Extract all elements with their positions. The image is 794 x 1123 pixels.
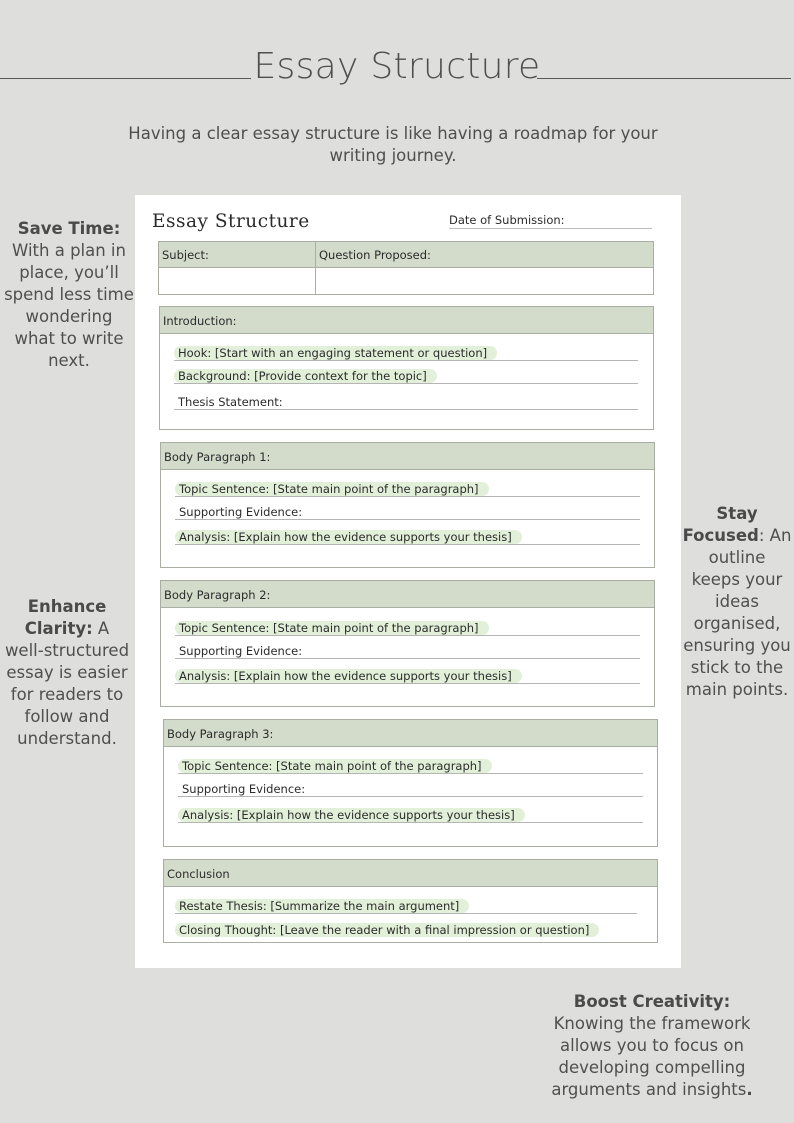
conclusion-heading: Conclusion: [164, 860, 657, 887]
body1-analysis-label: Analysis: [Explain how the evidence supports your thesis]: [175, 530, 522, 544]
body-paragraph-3-heading: Body Paragraph 3:: [164, 720, 657, 747]
body2-topic-label: Topic Sentence: [State main point of the paragraph]: [175, 621, 489, 635]
body-paragraph-3-section: [163, 719, 658, 847]
introduction-heading: Introduction:: [160, 307, 653, 334]
restate-thesis-line[interactable]: [175, 899, 637, 914]
note-boost-creativity-end: .: [746, 1080, 753, 1099]
background-label: Background: [Provide context for the topic]: [174, 369, 437, 383]
worksheet-title: Essay Structure: [152, 211, 310, 232]
body2-evidence-label: Supporting Evidence:: [179, 644, 303, 658]
body1-topic-line[interactable]: [175, 482, 640, 497]
body-paragraph-2-heading: Body Paragraph 2:: [161, 581, 654, 608]
subject-label: Subject:: [159, 242, 316, 268]
introduction-section: [159, 306, 654, 430]
restate-thesis-label: Restate Thesis: [Summarize the main argument]: [175, 899, 469, 913]
thesis-label: Thesis Statement:: [178, 395, 283, 409]
body3-analysis-line[interactable]: [178, 808, 643, 823]
conclusion-section: [163, 859, 658, 943]
subject-question-table: [158, 241, 654, 295]
note-stay-focused: [682, 503, 792, 701]
intro-text: Having a clear essay structure is like having a roadmap for your writing journey.: [128, 124, 658, 165]
note-enhance-clarity-text: A well-structured essay is easier for readers to follow and understand.: [4, 619, 130, 748]
note-save-time-text: With a plan in place, you’ll spend less time wondering what to write next.: [4, 241, 134, 370]
hook-label: Hook: [Start with an engaging statement or question]: [174, 346, 497, 360]
body-paragraph-2-section: [160, 580, 655, 707]
body-paragraph-1-section: [160, 442, 655, 568]
note-boost-creativity-text: Knowing the framework allows you to focus on developing compelling arguments and insights: [551, 1014, 751, 1099]
note-save-time: [4, 218, 134, 372]
body-paragraph-1-heading: Body Paragraph 1:: [161, 443, 654, 470]
note-enhance-clarity-label: Enhance Clarity:: [24, 597, 107, 638]
note-save-time-label: Save Time:: [17, 219, 121, 238]
body2-evidence-line[interactable]: [175, 644, 640, 659]
hook-line[interactable]: [174, 346, 638, 361]
closing-thought-label: Closing Thought: [Leave the reader with a final impression or question]: [175, 923, 599, 937]
thesis-line[interactable]: [174, 395, 638, 410]
body2-analysis-line[interactable]: [175, 669, 640, 684]
body3-analysis-label: Analysis: [Explain how the evidence supports your thesis]: [178, 808, 525, 822]
body1-analysis-line[interactable]: [175, 530, 640, 545]
question-field[interactable]: [316, 268, 653, 294]
subject-field[interactable]: [159, 268, 316, 294]
page-title: Essay Structure: [253, 46, 541, 87]
body1-evidence-label: Supporting Evidence:: [179, 505, 303, 519]
note-stay-focused-label: Stay Focused: [682, 504, 759, 545]
note-enhance-clarity: [4, 596, 130, 750]
date-of-submission-field[interactable]: Date of Submission:: [449, 213, 652, 229]
body1-topic-label: Topic Sentence: [State main point of the paragraph]: [175, 482, 489, 496]
background-line[interactable]: [174, 369, 638, 384]
question-label: Question Proposed:: [316, 242, 653, 268]
note-stay-focused-text: : An outline keeps your ideas organised, ensuring you stick to the main points.: [683, 526, 792, 699]
body2-analysis-label: Analysis: [Explain how the evidence supports your thesis]: [175, 669, 522, 683]
closing-thought-line[interactable]: [175, 923, 590, 937]
body3-topic-label: Topic Sentence: [State main point of the paragraph]: [178, 759, 492, 773]
note-boost-creativity-label: Boost Creativity:: [573, 992, 731, 1011]
body3-evidence-line[interactable]: [178, 782, 643, 797]
note-boost-creativity: [540, 991, 764, 1101]
body2-topic-line[interactable]: [175, 621, 640, 636]
worksheet: [135, 195, 681, 968]
body1-evidence-line[interactable]: [175, 505, 640, 520]
body3-topic-line[interactable]: [178, 759, 643, 774]
body3-evidence-label: Supporting Evidence:: [182, 782, 306, 796]
